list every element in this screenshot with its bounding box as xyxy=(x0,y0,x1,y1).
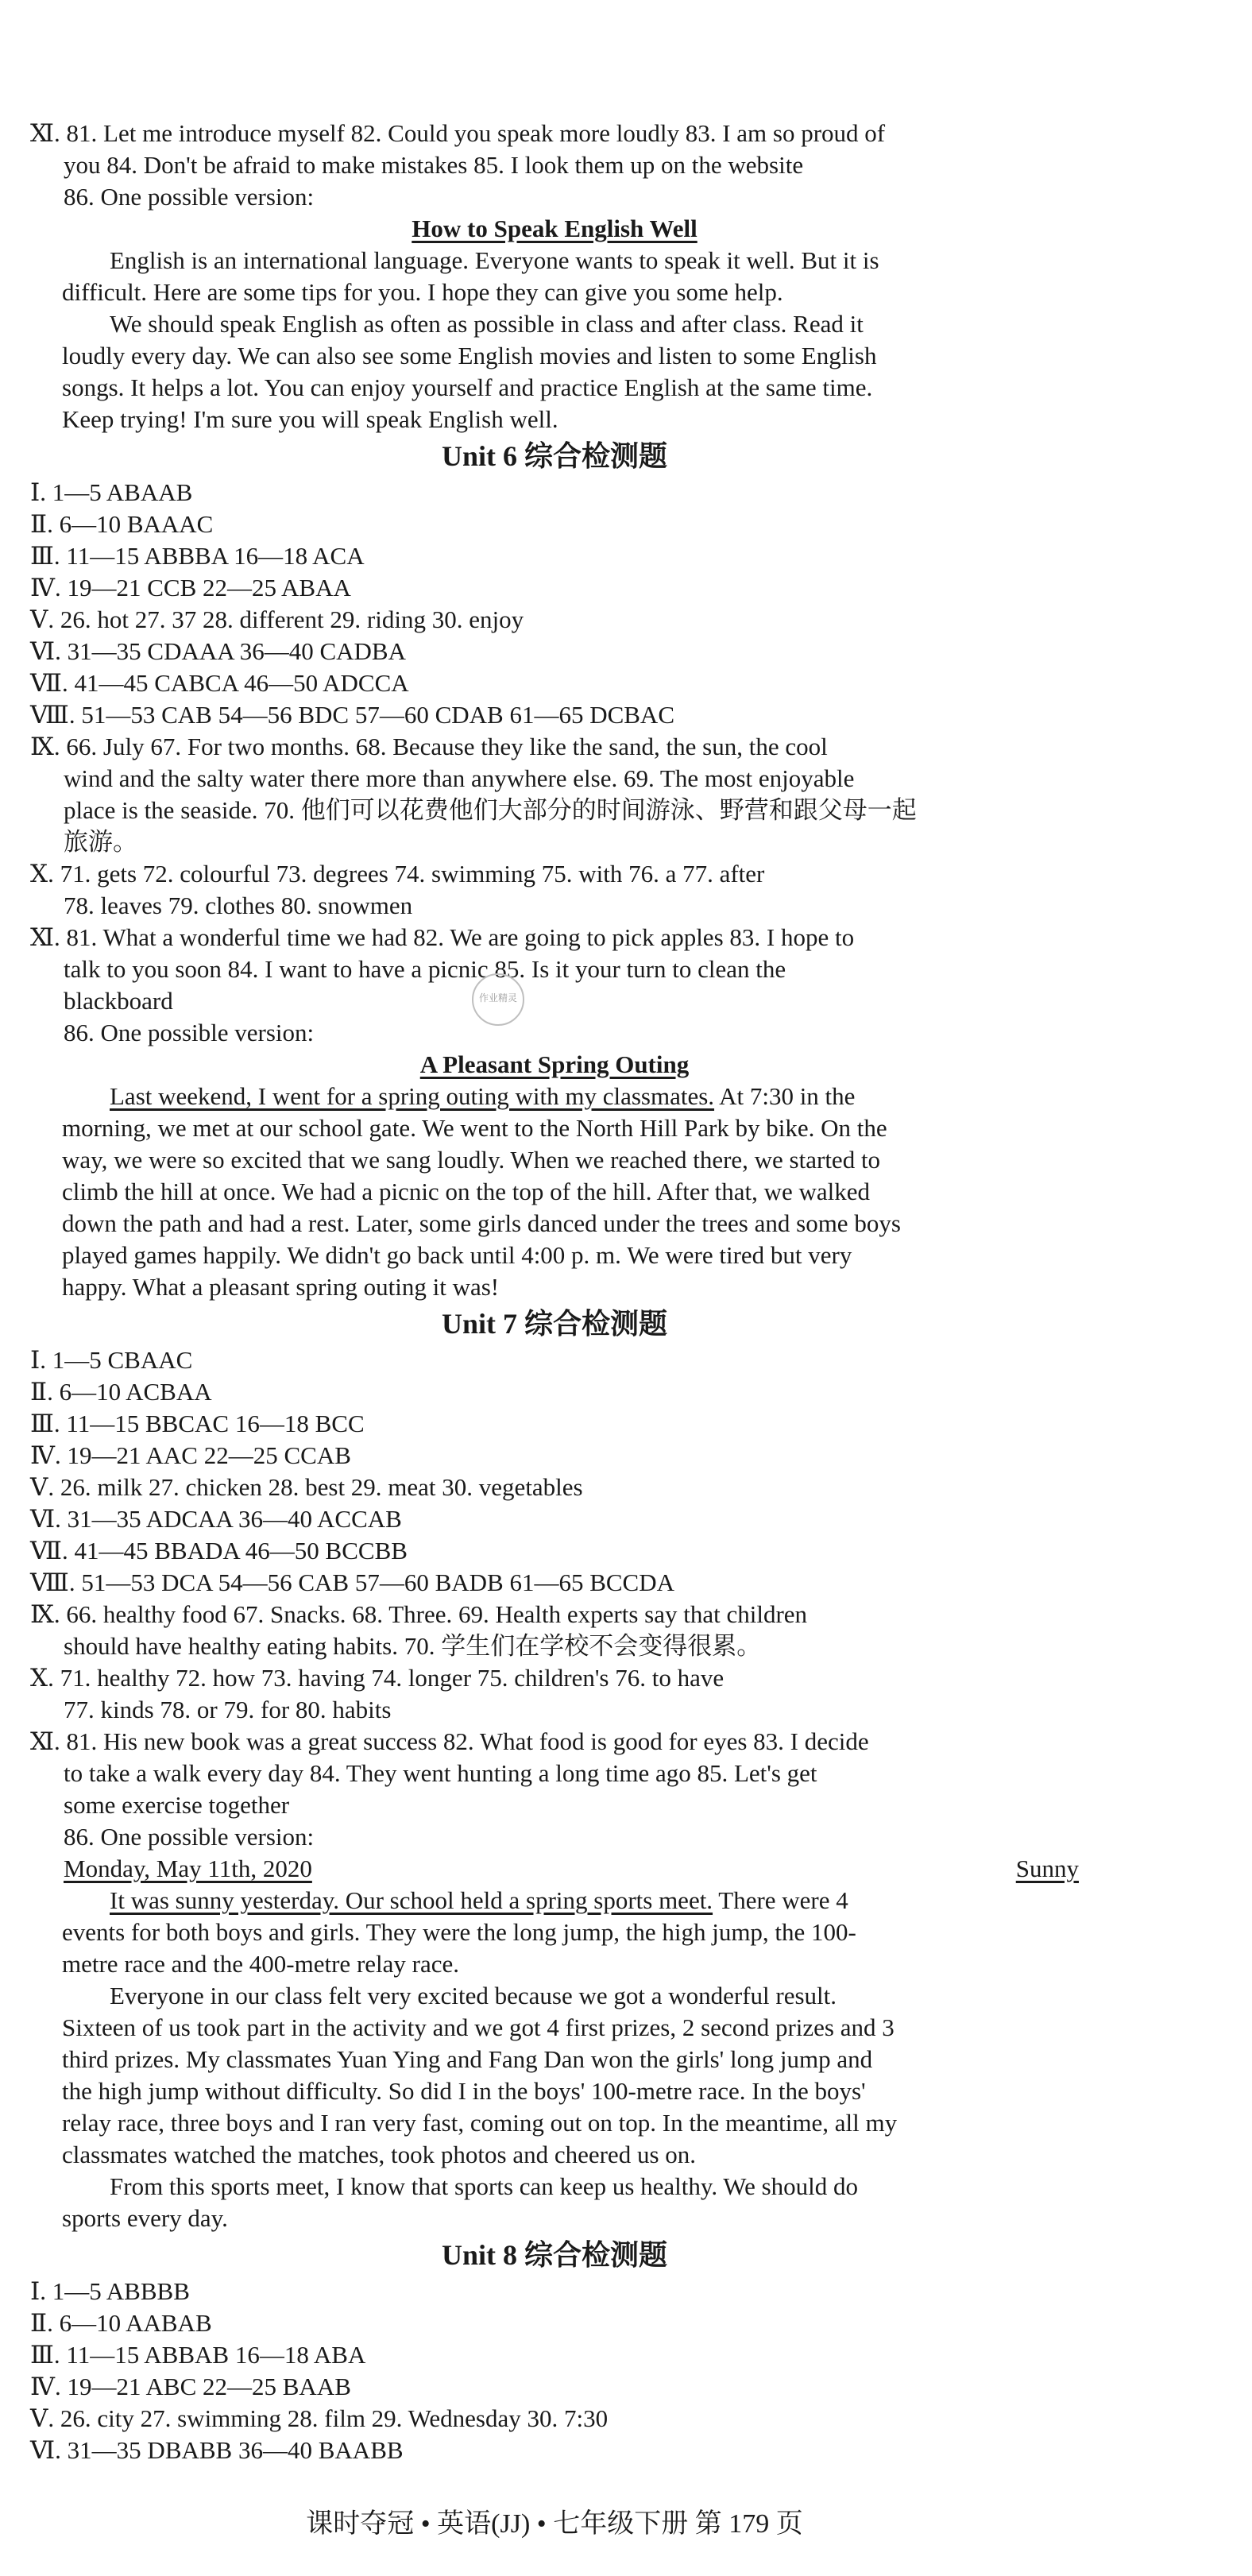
u7-line: Ⅲ. 11—15 BBCAC 16—18 BCC xyxy=(30,1410,365,1437)
underlined-sentence: Last weekend, I went for a spring outing with my classmates. xyxy=(110,1082,715,1110)
u8-line: Ⅳ. 19—21 ABC 22—25 BAAB xyxy=(30,2373,351,2400)
diary-header xyxy=(30,1853,1079,1885)
u7-line: 77. kinds 78. or 79. for 80. habits xyxy=(64,1696,392,1723)
u7-line: Ⅳ. 19—21 AAC 22—25 CCAB xyxy=(30,1441,351,1469)
u6-line: Ⅸ. 66. July 67. For two months. 68. Because they like the sand, the sun, the cool xyxy=(30,733,828,760)
s1-para1-l2: difficult. Here are some tips for you. I hope they can give you some help. xyxy=(62,278,783,306)
u6-line: Ⅳ. 19—21 CCB 22—25 ABAA xyxy=(30,574,351,601)
diary-weather: Sunny xyxy=(1015,1855,1079,1882)
u6-essay-line: climb the hill at once. We had a picnic on the top of the hill. After that, we walked xyxy=(62,1178,871,1205)
essay-title-s1: How to Speak English Well xyxy=(412,215,697,242)
u7-line: Ⅷ. 51—53 DCA 54—56 CAB 57—60 BADB 61—65 BCCDA xyxy=(30,1568,674,1596)
answer-page xyxy=(30,118,1079,2539)
unit7-title: Unit 7 综合检测题 xyxy=(441,1308,667,1340)
u7-line: should have healthy eating habits. 70. 学生们在学校不会变得很累。 xyxy=(64,1632,762,1660)
u7-essay-line: relay race, three boys and I ran very fast, coming out on top. In the meantime, all my xyxy=(62,2109,898,2137)
s1-para1-l1: English is an international language. Everyone wants to speak it well. But it is xyxy=(110,246,879,274)
u7-essay-line: classmates watched the matches, took photos and cheered us on. xyxy=(62,2141,697,2168)
u6-line: Ⅶ. 41—45 CABCA 46—50 ADCCA xyxy=(30,669,409,697)
u6-line: Ⅺ. 81. What a wonderful time we had 82. We are going to pick apples 83. I hope to xyxy=(30,923,855,951)
watermark-stamp: 作业精灵 xyxy=(472,973,524,1026)
s1-line3: 86. One possible version: xyxy=(64,183,315,211)
u7-line: 86. One possible version: xyxy=(64,1823,315,1851)
unit6-title: Unit 6 综合检测题 xyxy=(441,440,667,472)
u6-essay-line: happy. What a pleasant spring outing it was! xyxy=(62,1273,500,1301)
u8-line: Ⅱ. 6—10 AABAB xyxy=(30,2309,212,2337)
s1-line2: you 84. Don't be afraid to make mistakes 85. I look them up on the website xyxy=(64,151,804,179)
page-footer: 课时夺冠 • 英语(JJ) • 七年级下册 第 179 页 xyxy=(306,2509,803,2539)
u7-essay-line: It was sunny yesterday. Our school held a spring sports meet. There were 4 xyxy=(110,1886,848,1914)
essay-title-u6: A Pleasant Spring Outing xyxy=(419,1050,690,1078)
underlined-sentence: It was sunny yesterday. Our school held a spring sports meet. xyxy=(110,1886,713,1914)
u6-essay-line: Last weekend, I went for a spring outing with my classmates. At 7:30 in the xyxy=(110,1082,856,1110)
s1-para2-l1: We should speak English as often as possible in class and after class. Read it xyxy=(110,310,864,338)
s1-line1: Ⅺ. 81. Let me introduce myself 82. Could you speak more loudly 83. I am so proud of xyxy=(30,119,886,147)
u6-line: Ⅲ. 11—15 ABBBA 16—18 ACA xyxy=(30,542,365,570)
u7-line: Ⅵ. 31—35 ADCAA 36—40 ACCAB xyxy=(30,1505,402,1533)
u6-line: Ⅵ. 31—35 CDAAA 36—40 CADBA xyxy=(30,637,406,665)
u6-line: 旅游。 xyxy=(64,828,137,856)
u7-essay-line: events for both boys and girls. They were the long jump, the high jump, the 100- xyxy=(62,1918,856,1946)
u7-line: some exercise together xyxy=(64,1791,290,1819)
u8-line: Ⅵ. 31—35 DBABB 36—40 BAABB xyxy=(30,2436,404,2464)
u6-essay-line: played games happily. We didn't go back until 4:00 p. m. We were tired but very xyxy=(62,1241,852,1269)
u7-line: Ⅹ. 71. healthy 72. how 73. having 74. longer 75. children's 76. to have xyxy=(30,1664,725,1692)
u6-line: wind and the salty water there more than anywhere else. 69. The most enjoyable xyxy=(64,764,855,792)
u6-line: talk to you soon 84. I want to have a picnic 85. Is it your turn to clean the xyxy=(64,955,786,983)
s1-para2-l4: Keep trying! I'm sure you will speak English well. xyxy=(62,405,558,433)
s1-para2-l3: songs. It helps a lot. You can enjoy yourself and practice English at the same time. xyxy=(62,373,873,401)
unit8-title: Unit 8 综合检测题 xyxy=(441,2239,667,2271)
u7-line: Ⅶ. 41—45 BBADA 46—50 BCCBB xyxy=(30,1537,408,1565)
u7-line: Ⅺ. 81. His new book was a great success 82. What food is good for eyes 83. I decide xyxy=(30,1727,869,1755)
u6-line: 86. One possible version: xyxy=(64,1019,315,1046)
u6-line: Ⅷ. 51—53 CAB 54—56 BDC 57—60 CDAB 61—65 DCBAC xyxy=(30,701,674,729)
u8-line: Ⅲ. 11—15 ABBAB 16—18 ABA xyxy=(30,2341,366,2369)
u7-line: Ⅴ. 26. milk 27. chicken 28. best 29. meat 30. vegetables xyxy=(30,1473,583,1501)
u7-essay-line: From this sports meet, I know that sports can keep us healthy. We should do xyxy=(110,2172,859,2200)
u6-line: place is the seaside. 70. 他们可以花费他们大部分的时间游泳、野营和跟父母一起 xyxy=(64,796,917,824)
u6-line: Ⅰ. 1—5 ABAAB xyxy=(30,478,193,506)
u6-essay-line: down the path and had a rest. Later, some girls danced under the trees and some boys xyxy=(62,1209,901,1237)
u6-essay-line: morning, we met at our school gate. We went to the North Hill Park by bike. On the xyxy=(62,1114,887,1142)
u6-line: Ⅱ. 6—10 BAAAC xyxy=(30,510,214,538)
u6-line: Ⅴ. 26. hot 27. 37 28. different 29. riding 30. enjoy xyxy=(30,605,524,633)
u6-line: blackboard xyxy=(64,987,173,1015)
u7-essay-line: sports every day. xyxy=(62,2204,228,2232)
u7-essay-line: metre race and the 400-metre relay race. xyxy=(62,1950,459,1978)
u7-line: to take a walk every day 84. They went hunting a long time ago 85. Let's get xyxy=(64,1759,817,1787)
s1-para2-l2: loudly every day. We can also see some English movies and listen to some English xyxy=(62,342,877,369)
u7-line: Ⅱ. 6—10 ACBAA xyxy=(30,1378,212,1406)
diary-date: Monday, May 11th, 2020 xyxy=(64,1855,312,1882)
u7-essay-line: Everyone in our class felt very excited because we got a wonderful result. xyxy=(110,1982,837,2009)
u6-line: 78. leaves 79. clothes 80. snowmen xyxy=(64,892,413,919)
u6-line: Ⅹ. 71. gets 72. colourful 73. degrees 74. swimming 75. with 76. a 77. after xyxy=(30,860,765,888)
u8-line: Ⅴ. 26. city 27. swimming 28. film 29. Wednesday 30. 7:30 xyxy=(30,2404,609,2432)
u7-essay-line: third prizes. My classmates Yuan Ying and Fang Dan won the girls' long jump and xyxy=(62,2045,873,2073)
u7-line: Ⅰ. 1—5 CBAAC xyxy=(30,1346,193,1374)
u7-essay-line: the high jump without difficulty. So did I in the boys' 100-metre race. In the boys' xyxy=(62,2077,866,2105)
u7-line: Ⅸ. 66. healthy food 67. Snacks. 68. Three. 69. Health experts say that children xyxy=(30,1600,808,1628)
u8-line: Ⅰ. 1—5 ABBBB xyxy=(30,2277,190,2305)
u7-essay-line: Sixteen of us took part in the activity and we got 4 first prizes, 2 second prizes and 3 xyxy=(62,2013,895,2041)
u6-essay-line: way, we were so excited that we sang loudly. When we reached there, we started to xyxy=(62,1146,881,1174)
